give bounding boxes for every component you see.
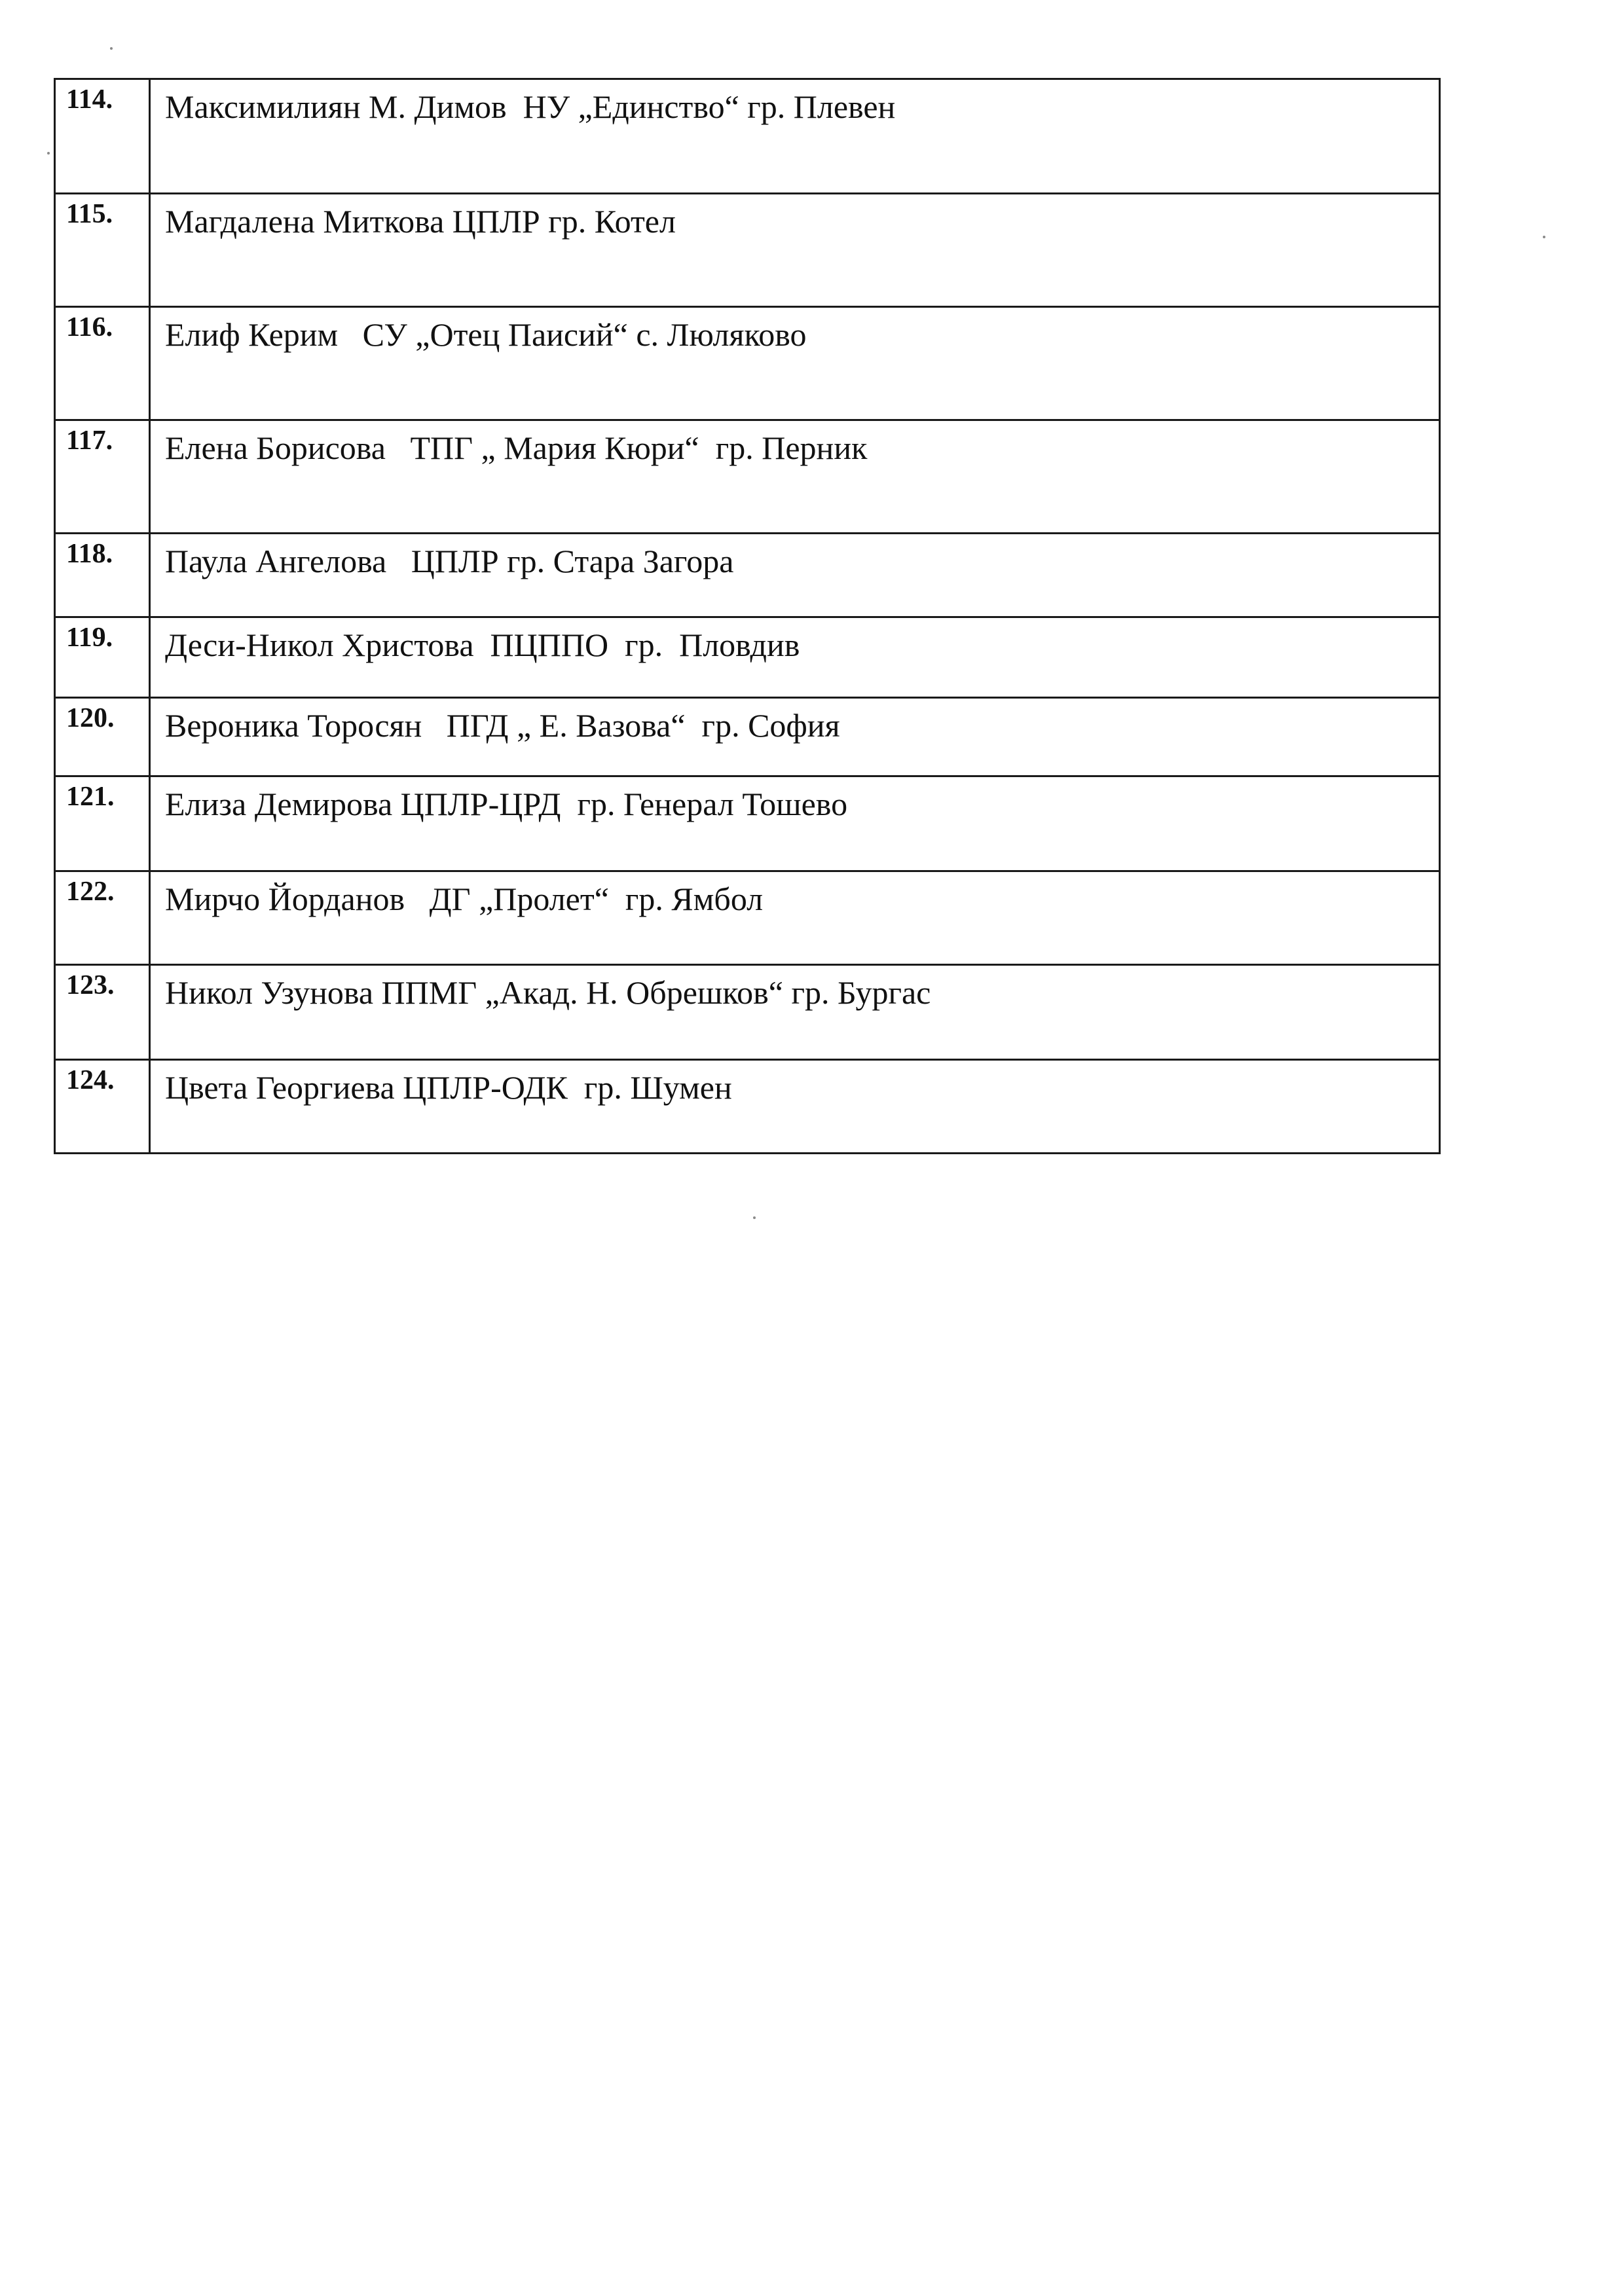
entry-text: Никол Узунова ППМГ „Акад. Н. Обрешков“ гр. Бургас: [150, 965, 1440, 1060]
table-row: [55, 1060, 1440, 1154]
entry-text: Елиф Керим СУ „Отец Паисий“ с. Люляково: [150, 307, 1440, 420]
table-row: [55, 194, 1440, 307]
scan-speck: [110, 47, 113, 50]
entry-text: Магдалена Миткова ЦПЛР гр. Котел: [150, 194, 1440, 307]
entry-number: 119.: [55, 617, 150, 698]
entry-number: 118.: [55, 534, 150, 617]
scan-speck: [47, 152, 50, 155]
table-row: [55, 698, 1440, 776]
entry-number: 116.: [55, 307, 150, 420]
table-row: [55, 307, 1440, 420]
entry-number: 124.: [55, 1060, 150, 1154]
entry-number: 123.: [55, 965, 150, 1060]
entry-text: Деси-Никол Христова ПЦППО гр. Пловдив: [150, 617, 1440, 698]
entry-text: Елиза Демирова ЦПЛР-ЦРД гр. Генерал Тошево: [150, 776, 1440, 871]
entry-number: 117.: [55, 420, 150, 534]
table-row: [55, 776, 1440, 871]
entry-text: Максимилиян М. Димов НУ „Единство“ гр. Плевен: [150, 79, 1440, 194]
table-row: [55, 965, 1440, 1060]
scan-speck: [753, 1216, 756, 1219]
entry-text: Цвета Георгиева ЦПЛР-ОДК гр. Шумен: [150, 1060, 1440, 1154]
table-row: [55, 534, 1440, 617]
entry-text: Паула Ангелова ЦПЛР гр. Стара Загора: [150, 534, 1440, 617]
entry-number: 114.: [55, 79, 150, 194]
entry-number: 121.: [55, 776, 150, 871]
entry-text: Мирчо Йорданов ДГ „Пролет“ гр. Ямбол: [150, 871, 1440, 965]
table-row: [55, 79, 1440, 194]
entry-number: 115.: [55, 194, 150, 307]
participants-table: [54, 78, 1441, 1154]
entry-text: Вероника Торосян ПГД „ Е. Вазова“ гр. София: [150, 698, 1440, 776]
entry-number: 122.: [55, 871, 150, 965]
table-row: [55, 420, 1440, 534]
entry-text: Елена Борисова ТПГ „ Мария Кюри“ гр. Перник: [150, 420, 1440, 534]
scan-speck: [1543, 236, 1545, 238]
table-row: [55, 617, 1440, 698]
entry-number: 120.: [55, 698, 150, 776]
table-row: [55, 871, 1440, 965]
